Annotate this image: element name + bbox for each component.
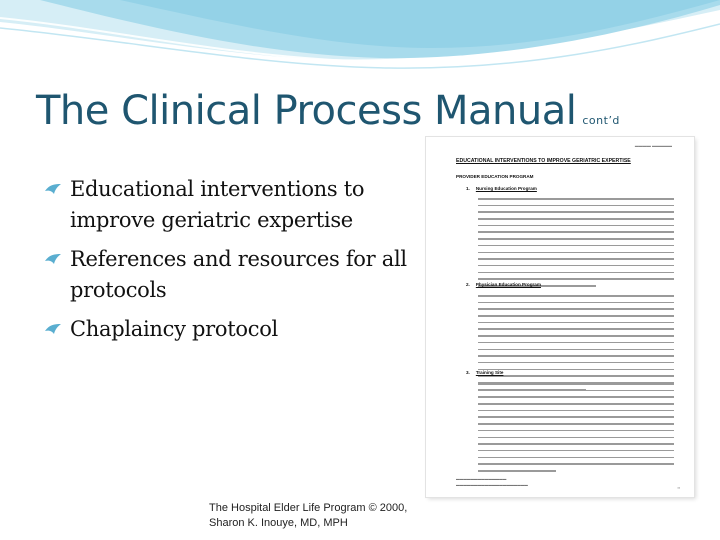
doc-section-2 bbox=[466, 282, 541, 287]
doc-section-1 bbox=[466, 186, 537, 191]
doc-subheading: PROVIDER EDUCATION PROGRAM bbox=[456, 174, 534, 179]
doc-section-number: 2. bbox=[466, 282, 470, 287]
bird-bullet-icon bbox=[44, 252, 62, 266]
doc-page-number: ▪▪ bbox=[677, 486, 680, 490]
document-thumbnail bbox=[426, 137, 694, 497]
slide-title-text: The Clinical Process Manual bbox=[36, 88, 577, 134]
doc-section-number: 1. bbox=[466, 186, 470, 191]
footer-line-2: Sharon K. Inouye, MD, MPH bbox=[209, 517, 348, 529]
bullet-item bbox=[44, 174, 424, 236]
doc-section-3 bbox=[466, 370, 503, 375]
slide-title bbox=[36, 88, 620, 134]
doc-top-note: ▬▬▬▬ ▬▬▬▬▬ bbox=[634, 143, 672, 148]
doc-section-2-body bbox=[475, 295, 674, 395]
doc-section-3-body bbox=[478, 383, 674, 477]
doc-section-title: Training Site bbox=[475, 370, 504, 375]
doc-section-title: Nursing Education Program bbox=[475, 186, 537, 191]
slide-title-suffix: cont’d bbox=[582, 114, 620, 127]
doc-footnote: ▬▬▬▬▬▬▬▬▬▬▬▬▬▬▬▬▬▬▬▬ bbox=[456, 483, 528, 487]
slide-footer bbox=[209, 501, 407, 531]
bullet-text: Educational interventions to improve geriatric expertise bbox=[70, 177, 365, 232]
footer-line-1: The Hospital Elder Life Program © 2000, bbox=[209, 502, 408, 514]
doc-section-1-body bbox=[475, 198, 674, 292]
doc-section-number: 3. bbox=[466, 370, 470, 375]
bird-bullet-icon bbox=[44, 182, 62, 196]
bird-bullet-icon bbox=[44, 322, 62, 336]
header-wave-decoration bbox=[0, 0, 720, 80]
doc-heading: EDUCATIONAL INTERVENTIONS TO IMPROVE GERIATRIC EXPERTISE bbox=[456, 158, 631, 164]
doc-section-title: Physician Education Program bbox=[475, 282, 541, 287]
bullet-list bbox=[44, 174, 424, 353]
bullet-item bbox=[44, 244, 424, 306]
bullet-text: Chaplaincy protocol bbox=[70, 317, 278, 341]
bullet-item bbox=[44, 314, 424, 345]
doc-footnote: ▬▬▬▬▬▬▬▬▬▬▬▬▬▬ bbox=[456, 477, 507, 481]
bullet-text: References and resources for all protocols bbox=[70, 247, 407, 302]
